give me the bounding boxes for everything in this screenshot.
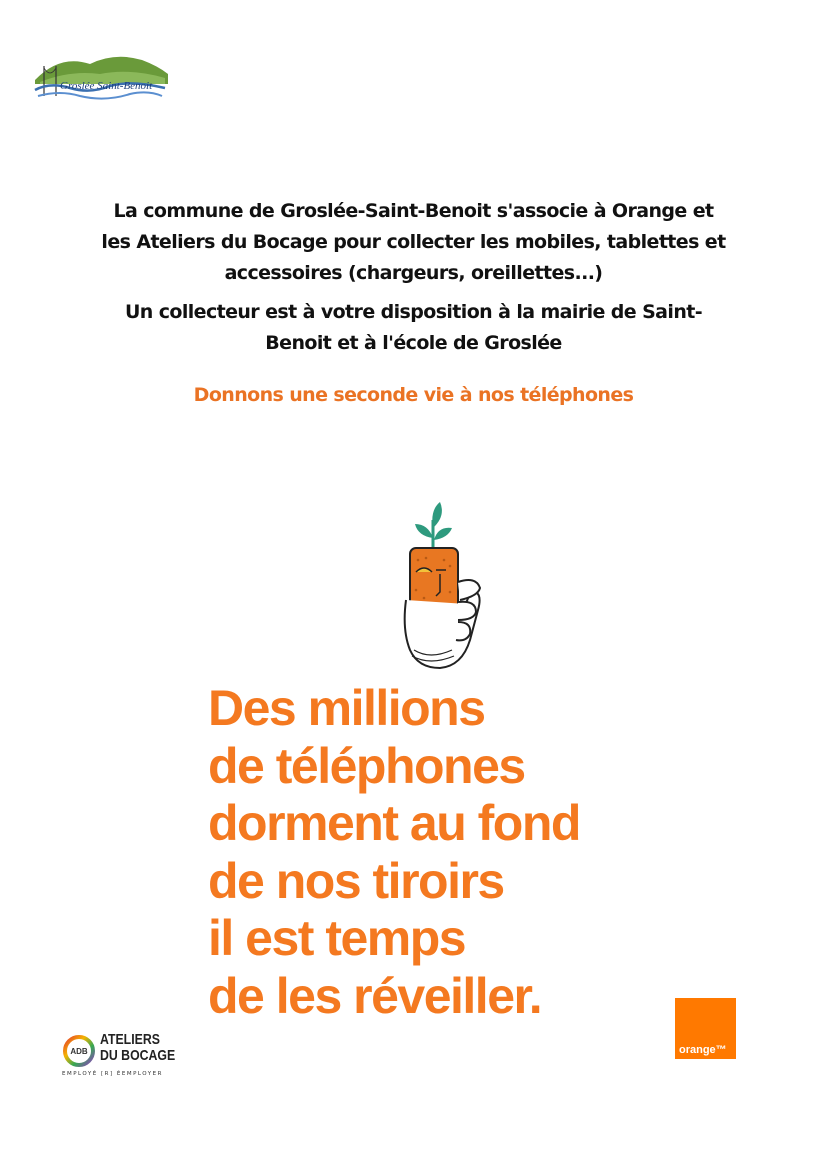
phone-plant-hand-illustration <box>400 500 490 670</box>
commune-logo-icon <box>30 52 170 104</box>
adb-tagline: EMPLOYÉ [R] ÉEMPLOYER <box>62 1071 163 1077</box>
svg-text:ADB: ADB <box>70 1047 88 1056</box>
adb-ring-icon <box>62 1034 96 1068</box>
headline-line: de les réveiller. <box>208 967 542 1024</box>
orange-logo <box>675 998 736 1059</box>
intro-text <box>80 196 747 359</box>
headline-line: dorment au fond <box>208 795 580 852</box>
adb-name: ATELIERS DU BOCAGE <box>100 1031 176 1064</box>
intro-line: les Ateliers du Bocage pour collecter les mobiles, tablettes et <box>101 231 726 253</box>
intro-line: La commune de Groslée-Saint-Benoit s'associe à Orange et <box>113 200 714 222</box>
intro-line: Benoit et à l'école de Groslée <box>265 332 562 354</box>
ateliers-du-bocage-logo <box>62 1032 174 1080</box>
headline-line: de nos tiroirs <box>208 852 504 909</box>
headline <box>208 680 580 1026</box>
slogan: Donnons une seconde vie à nos téléphones <box>193 384 634 406</box>
headline-line: de téléphones <box>208 737 525 794</box>
phone-plant-icon <box>400 500 490 670</box>
intro-line: Un collecteur est à votre disposition à la mairie de Saint- <box>124 301 703 323</box>
headline-line: Des millions <box>208 680 485 736</box>
intro-line: accessoires (chargeurs, oreillettes...) <box>224 262 603 284</box>
svg-text:Groslée Saint-Benoit: Groslée Saint-Benoit <box>60 80 153 92</box>
headline-line: il est temps <box>208 910 466 967</box>
orange-logo-text: orange™ <box>679 1044 727 1056</box>
commune-logo <box>30 52 170 104</box>
